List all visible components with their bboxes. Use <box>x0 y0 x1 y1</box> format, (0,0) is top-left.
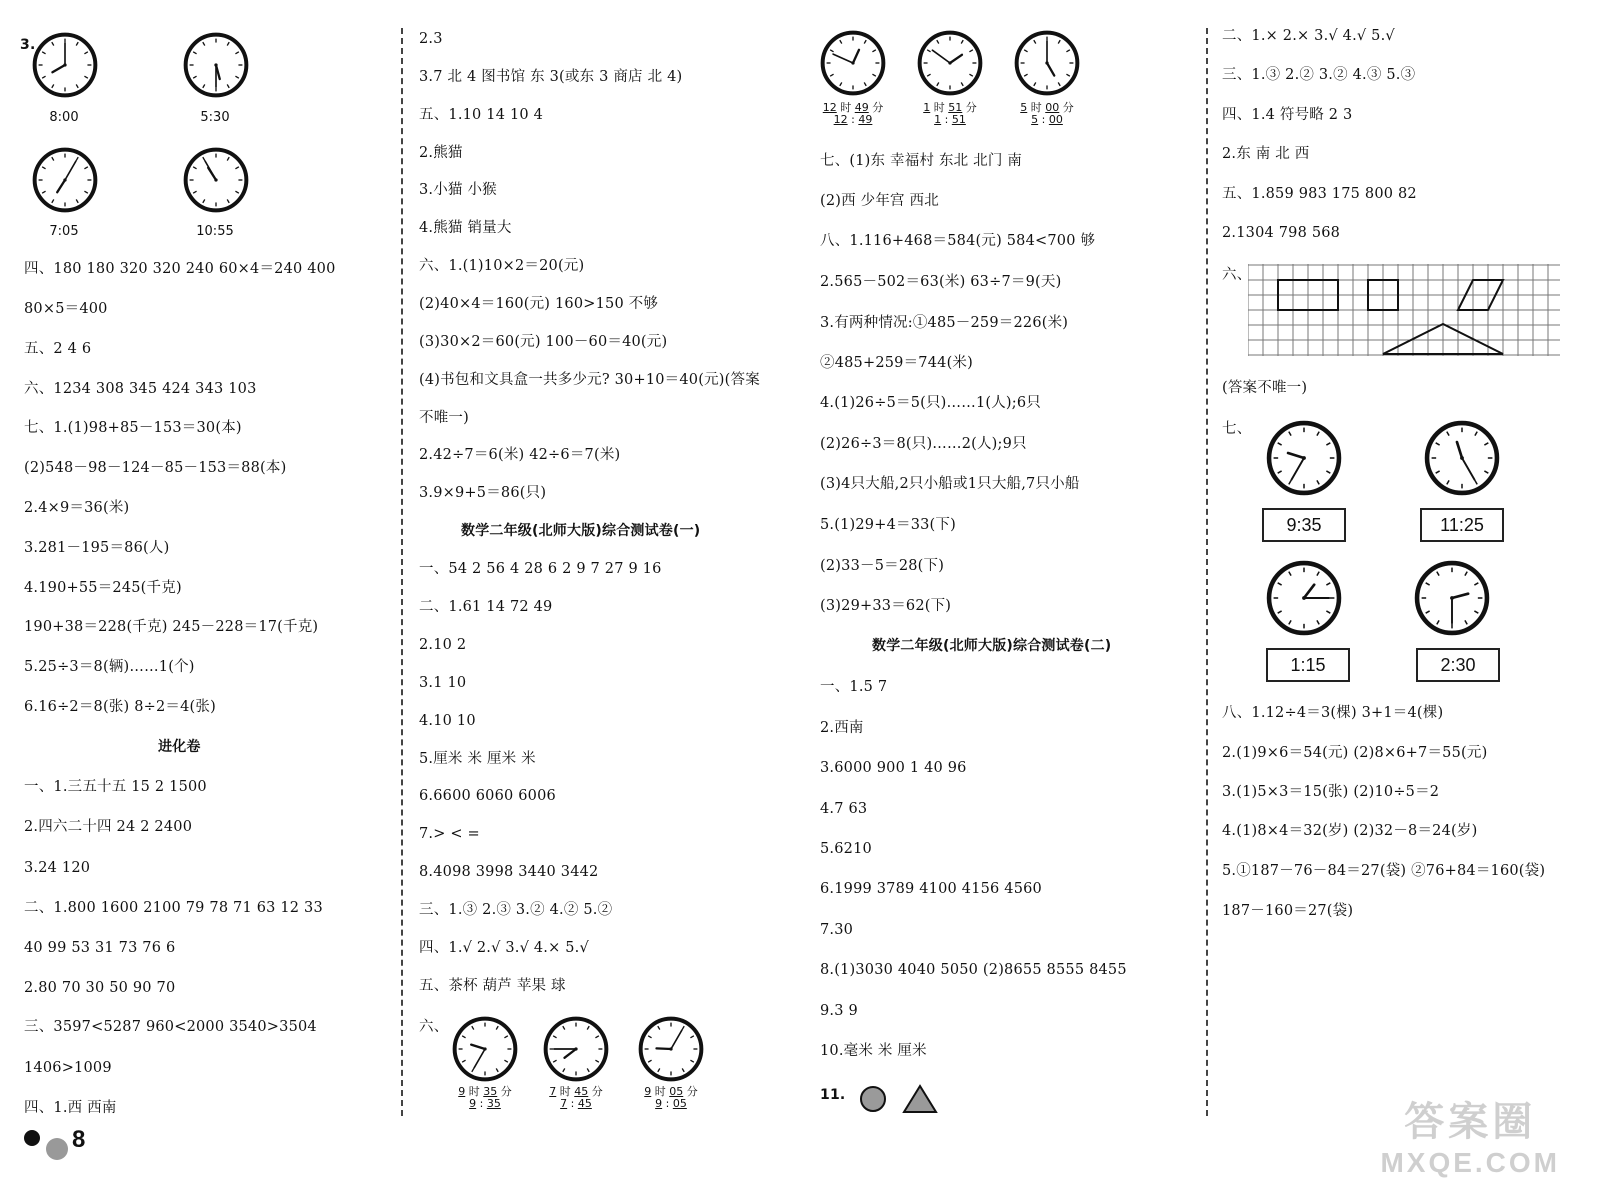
answer-line: (4)书包和文具盒一共多少元? 30+10＝40(元)(答案 <box>419 372 760 388</box>
fill-minute: 49 <box>854 101 869 114</box>
answer-line: 2.4×9＝36(米) <box>24 500 130 516</box>
answer-line: 2.西南 <box>820 720 864 736</box>
answer-line: (2)33－5＝28(下) <box>820 558 945 574</box>
answer-line: 四、1.西 西南 <box>24 1100 117 1116</box>
answer-line: 6.6600 6060 6006 <box>419 788 556 804</box>
clock-icon <box>32 32 98 98</box>
fill-minute: 51 <box>948 101 963 114</box>
answer-line: 1406>1009 <box>24 1060 112 1076</box>
fill-unit: 分 <box>965 101 977 114</box>
answer-line: 3.24 120 <box>24 860 91 876</box>
fill-hour: 9 <box>655 1097 663 1110</box>
answer-line: 四、1.√ 2.√ 3.√ 4.× 5.√ <box>419 940 589 956</box>
answer-line: 4.7 63 <box>820 801 868 817</box>
clock-icon <box>183 32 249 98</box>
section-heading: 数学二年级(北师大版)综合测试卷(二) <box>872 638 1112 654</box>
answer-line: 3.有两种情况:①485－259＝226(米) <box>820 315 1069 331</box>
clock-label: 5:30 <box>200 110 230 125</box>
answer-line: (2)26÷3＝8(只)……2(人);9只 <box>820 436 1027 452</box>
answer-line: 8.4098 3998 3440 3442 <box>419 864 599 880</box>
clock-icon <box>1266 560 1342 636</box>
answer-line: 2.(1)9×6＝54(元) (2)8×6+7＝55(元) <box>1222 745 1488 761</box>
fill-minute: 45 <box>577 1097 592 1110</box>
answer-line: 不唯一) <box>419 410 469 426</box>
clock-label: 8:00 <box>49 110 79 125</box>
answer-line: 五、1.10 14 10 4 <box>419 107 544 123</box>
time-fill: 12 时 49 分 12 : 49 <box>822 101 884 126</box>
time-box: 11:25 <box>1420 508 1504 542</box>
answer-line: 五、1.859 983 175 800 82 <box>1222 186 1417 202</box>
clock-label: 7:05 <box>49 224 79 239</box>
answer-line: 3.(1)5×3＝15(张) (2)10÷5＝2 <box>1222 784 1440 800</box>
column-separator <box>1206 28 1208 1116</box>
fill-hour: 9 <box>644 1085 652 1098</box>
fill-minute: 05 <box>672 1097 687 1110</box>
time-box: 9:35 <box>1262 508 1346 542</box>
fill-unit: 分 <box>1062 101 1074 114</box>
fill-hour: 12 <box>833 113 848 126</box>
answer-line: 二、1.× 2.× 3.√ 4.√ 5.√ <box>1222 28 1395 44</box>
answer-line: 八、1.12÷4＝3(棵) 3+1＝4(棵) <box>1222 705 1444 721</box>
answer-line: 3.7 北 4 图书馆 东 3(或东 3 商店 北 4) <box>419 69 683 85</box>
answer-line: (2)西 少年宫 西北 <box>820 193 939 209</box>
answer-line: 10.毫米 米 厘米 <box>820 1043 927 1059</box>
answer-line: 190+38＝228(千克) 245－228＝17(千克) <box>24 619 319 635</box>
answer-line: 三、1.③ 2.③ 3.② 4.② 5.② <box>419 902 613 918</box>
fill-unit: 时 <box>559 1085 571 1098</box>
answer-line: 5.厘米 米 厘米 米 <box>419 751 536 767</box>
fill-minute: 45 <box>574 1085 589 1098</box>
fill-minute: 00 <box>1045 101 1060 114</box>
time-fill: 5 时 00 分 5 : 00 <box>1020 101 1074 126</box>
answer-line: 2.80 70 30 50 90 70 <box>24 980 176 996</box>
answer-line: 2.10 2 <box>419 637 467 653</box>
fill-minute: 51 <box>951 113 966 126</box>
watermark-line1: 答案圈 <box>1404 1100 1537 1144</box>
answer-line: 7.30 <box>820 922 854 938</box>
time-fill: 9 时 05 分 9 : 05 <box>644 1085 698 1110</box>
answer-line: 4.(1)26÷5＝5(只)……1(人);6只 <box>820 395 1041 411</box>
answer-line: (3)30×2＝60(元) 100－60＝40(元) <box>419 334 668 350</box>
fill-unit: 分 <box>872 101 884 114</box>
page-number: 8 <box>72 1126 86 1153</box>
clock-icon <box>638 1016 704 1082</box>
answer-line: 7.> < = <box>419 826 480 842</box>
clock-icon <box>543 1016 609 1082</box>
shape-grid <box>1248 264 1560 356</box>
answer-line: 2.565－502＝63(米) 63÷7＝9(天) <box>820 274 1062 290</box>
watermark-line2: MXQE.COM <box>1380 1147 1560 1178</box>
answer-line: 六、 <box>419 1019 449 1035</box>
watermark <box>1380 1090 1560 1179</box>
clock-icon <box>820 30 886 96</box>
clock-icon <box>1414 560 1490 636</box>
answer-line: 七、(1)东 幸福村 东北 北门 南 <box>820 153 1023 169</box>
section-label: 七、 <box>1222 421 1252 437</box>
answer-line: 3.281－195＝86(人) <box>24 540 170 556</box>
answer-line: (2)548－98－124－85－153＝88(本) <box>24 460 287 476</box>
answer-line: 2.3 <box>419 31 443 47</box>
answer-line: 3.6000 900 1 40 96 <box>820 760 967 776</box>
answer-line: (3)29+33＝62(下) <box>820 598 952 614</box>
time-fill: 1 时 51 分 1 : 51 <box>923 101 977 126</box>
answer-line: 四、180 180 320 320 240 60×4＝240 400 <box>24 261 336 277</box>
answer-line: 七、1.(1)98+85－153＝30(本) <box>24 420 242 436</box>
fill-unit: 时 <box>468 1085 480 1098</box>
fill-minute: 35 <box>483 1085 498 1098</box>
answer-line: 2.东 南 北 西 <box>1222 146 1310 162</box>
answer-line: 3.9×9+5＝86(只) <box>419 485 547 501</box>
circle-shape-icon <box>858 1084 888 1114</box>
answer-line: 4.10 10 <box>419 713 476 729</box>
clock-icon <box>1266 420 1342 496</box>
time-fill: 7 时 45 分 7 : 45 <box>549 1085 603 1110</box>
answer-line: 五、2 4 6 <box>24 341 92 357</box>
answer-note: (答案不唯一) <box>1222 380 1308 396</box>
fill-hour: 9 <box>469 1097 477 1110</box>
answer-line: 9.3 9 <box>820 1003 858 1019</box>
fill-unit: 时 <box>933 101 945 114</box>
answer-line: 2.熊猫 <box>419 145 463 161</box>
fill-unit: 时 <box>654 1085 666 1098</box>
fill-minute: 05 <box>669 1085 684 1098</box>
answer-line: 5.①187－76－84＝27(袋) ②76+84＝160(袋) <box>1222 863 1546 879</box>
clock-icon <box>917 30 983 96</box>
answer-line: 三、3597<5287 960<2000 3540>3504 <box>24 1019 317 1035</box>
answer-line: 6.16÷2＝8(张) 8÷2＝4(张) <box>24 699 216 715</box>
fill-hour: 1 <box>923 101 931 114</box>
answer-line: 2.42÷7＝6(米) 42÷6＝7(米) <box>419 447 621 463</box>
fill-hour: 5 <box>1031 113 1039 126</box>
clock-icon <box>32 147 98 213</box>
answer-line: 五、茶杯 葫芦 苹果 球 <box>419 978 566 994</box>
fill-minute: 35 <box>486 1097 501 1110</box>
answer-line: 5.25÷3＝8(辆)……1(个) <box>24 659 195 675</box>
answer-line: 四、1.4 符号略 2 3 <box>1222 107 1353 123</box>
clock-icon <box>452 1016 518 1082</box>
fill-hour: 7 <box>560 1097 568 1110</box>
answer-line: 8.(1)3030 4040 5050 (2)8655 8555 8455 <box>820 962 1127 978</box>
fill-unit: 分 <box>500 1085 512 1098</box>
clock-icon <box>183 147 249 213</box>
answer-line: 3.小猫 小猴 <box>419 182 497 198</box>
answer-line: 一、54 2 56 4 28 6 2 9 7 27 9 16 <box>419 561 662 577</box>
answer-line: 11. <box>820 1087 846 1103</box>
answer-line: (2)40×4＝160(元) 160>150 不够 <box>419 296 659 312</box>
fill-minute: 00 <box>1048 113 1063 126</box>
fill-hour: 7 <box>549 1085 557 1098</box>
fill-unit: 时 <box>1030 101 1042 114</box>
answer-line: 6.1999 3789 4100 4156 4560 <box>820 881 1042 897</box>
column-3 <box>810 0 1205 1201</box>
column-2 <box>405 0 805 1201</box>
answer-line: 5.(1)29+4＝33(下) <box>820 517 956 533</box>
answer-line: 一、1.三五十五 15 2 1500 <box>24 779 207 795</box>
answer-line: 二、1.800 1600 2100 79 78 71 63 12 33 <box>24 900 323 916</box>
fill-unit: 分 <box>686 1085 698 1098</box>
answer-line: 80×5＝400 <box>24 301 108 317</box>
answer-line: 2.1304 798 568 <box>1222 225 1341 241</box>
fill-unit: 分 <box>591 1085 603 1098</box>
fill-hour: 9 <box>458 1085 466 1098</box>
clock-icon <box>1424 420 1500 496</box>
time-box: 1:15 <box>1266 648 1350 682</box>
fill-minute: 49 <box>858 113 873 126</box>
answer-line: (3)4只大船,2只小船或1只大船,7只小船 <box>820 476 1080 492</box>
time-box: 2:30 <box>1416 648 1500 682</box>
answer-line: 5.6210 <box>820 841 872 857</box>
q3-label: 3. <box>20 37 36 53</box>
answer-line: 六、1234 308 345 424 343 103 <box>24 381 257 397</box>
answer-line: 4.190+55＝245(千克) <box>24 580 182 596</box>
answer-line: 二、1.61 14 72 49 <box>419 599 553 615</box>
section-label: 六、 <box>1222 267 1252 283</box>
page-dot-icon <box>46 1138 68 1160</box>
answer-line: 187－160＝27(袋) <box>1222 903 1354 919</box>
fill-hour: 1 <box>934 113 942 126</box>
fill-hour: 12 <box>822 101 837 114</box>
triangle-shape-icon <box>902 1084 938 1114</box>
column-1 <box>0 0 400 1201</box>
answer-line: 三、1.③ 2.② 3.② 4.③ 5.③ <box>1222 67 1416 83</box>
fill-unit: 时 <box>840 101 852 114</box>
section-heading: 进化卷 <box>158 739 201 755</box>
answer-line: 40 99 53 31 73 76 6 <box>24 940 176 956</box>
answer-line: 2.四六二十四 24 2 2400 <box>24 819 193 835</box>
page-dot-icon <box>24 1130 40 1146</box>
column-separator <box>401 28 403 1116</box>
fill-hour: 5 <box>1020 101 1028 114</box>
column-4 <box>1210 0 1600 1201</box>
clock-label: 10:55 <box>196 224 234 239</box>
answer-line: 3.1 10 <box>419 675 467 691</box>
answer-line: 六、1.(1)10×2＝20(元) <box>419 258 585 274</box>
answer-line: ②485+259＝744(米) <box>820 355 973 371</box>
answer-line: 八、1.116+468＝584(元) 584<700 够 <box>820 233 1096 249</box>
answer-line: 4.(1)8×4＝32(岁) (2)32－8＝24(岁) <box>1222 823 1478 839</box>
section-heading: 数学二年级(北师大版)综合测试卷(一) <box>461 523 701 539</box>
answer-line: 4.熊猫 销量大 <box>419 220 512 236</box>
clock-icon <box>1014 30 1080 96</box>
time-fill: 9 时 35 分 9 : 35 <box>458 1085 512 1110</box>
answer-line: 一、1.5 7 <box>820 679 888 695</box>
